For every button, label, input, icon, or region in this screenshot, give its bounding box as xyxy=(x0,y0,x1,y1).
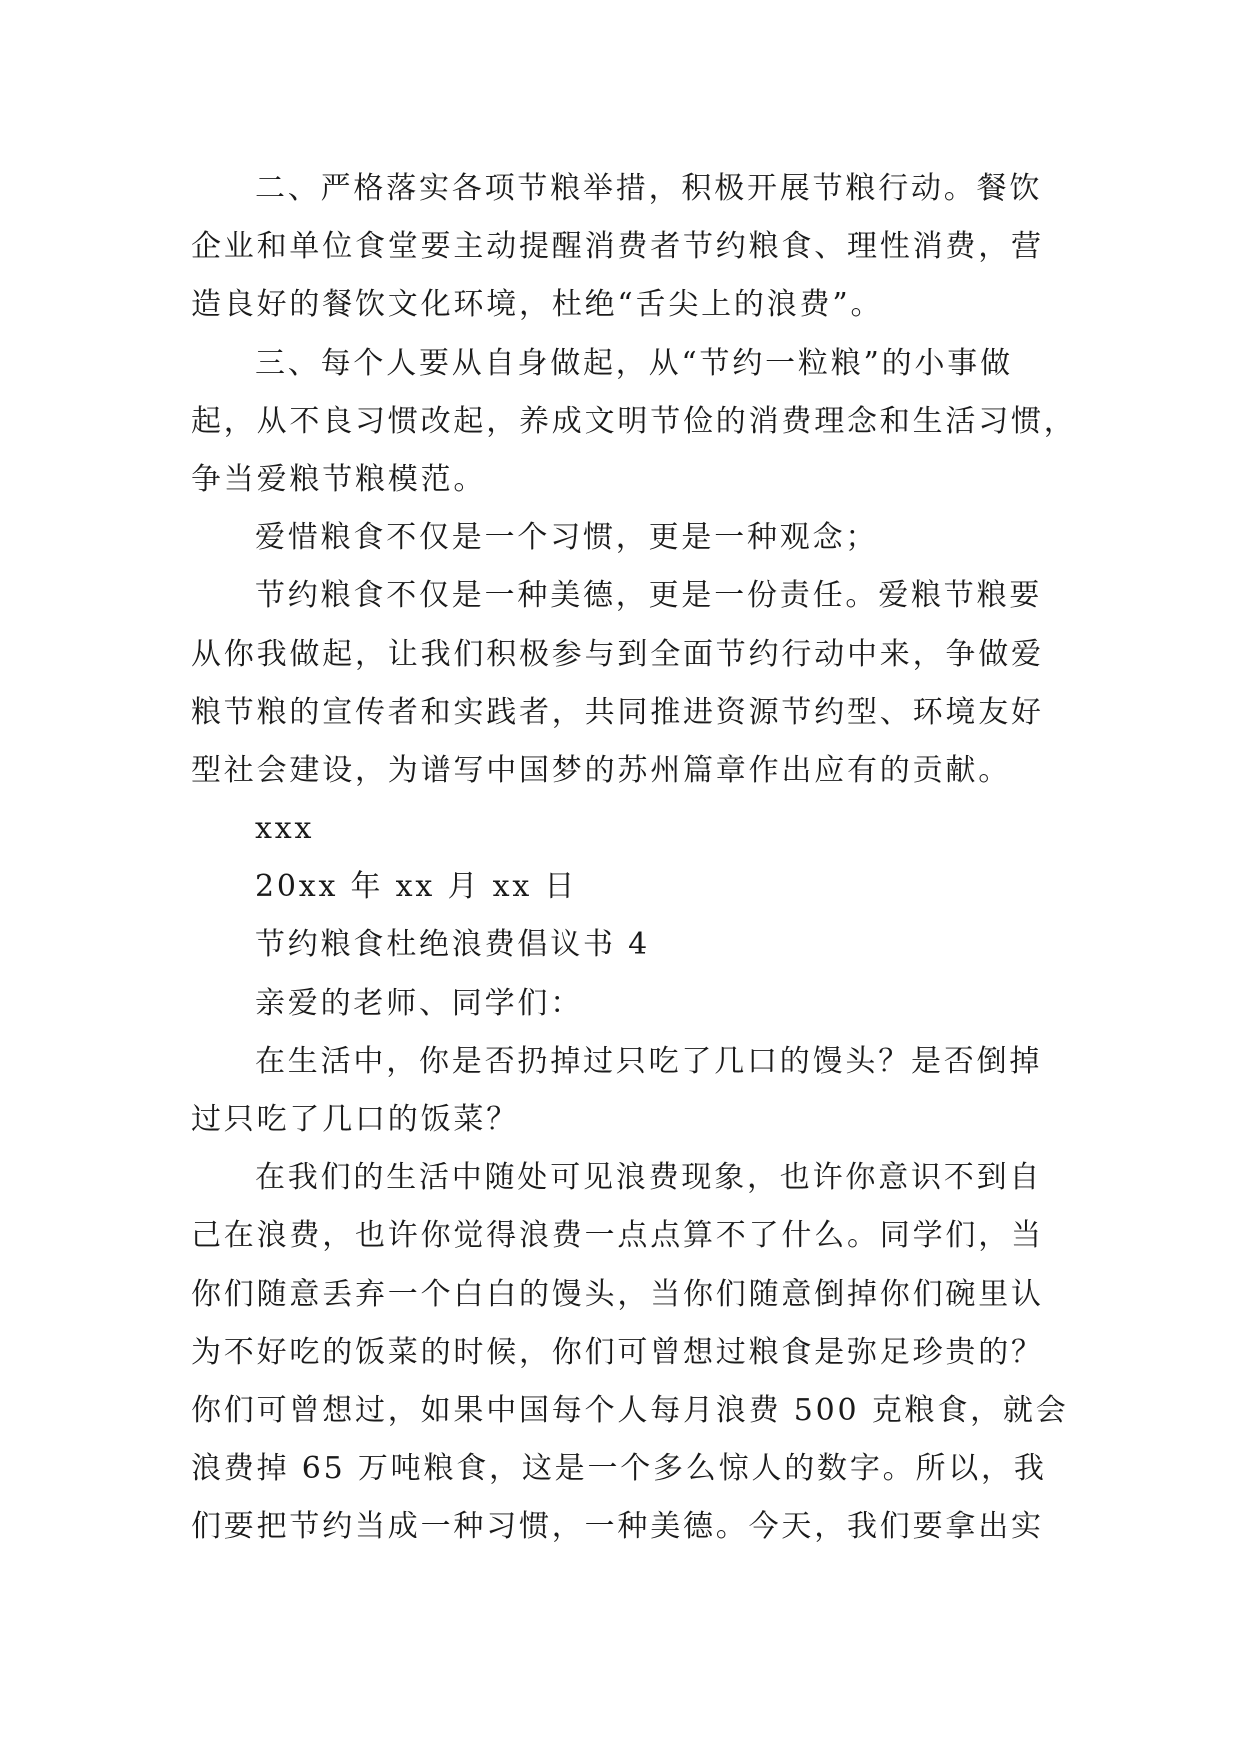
text-line: 在生活中，你是否扔掉过只吃了几口的馒头？是否倒掉 xyxy=(255,1043,1043,1079)
text-line: 企业和单位食堂要主动提醒消费者节约粮食、理性消费，营 xyxy=(191,229,1044,265)
text-line: 从你我做起，让我们积极参与到全面节约行动中来，争做爱 xyxy=(191,636,1044,672)
text-line: 三、每个人要从自身做起，从“节约一粒粮”的小事做 xyxy=(255,345,1013,381)
text-line: 你们随意丢弃一个白白的馒头，当你们随意倒掉你们碗里认 xyxy=(191,1276,1044,1312)
text-line: 二、严格落实各项节粮举措，积极开展节粮行动。餐饮 xyxy=(255,171,1043,206)
text-line: 过只吃了几口的饭菜？ xyxy=(191,1102,519,1137)
text-line: 你们可曾想过，如果中国每个人每月浪费 500 克粮食，就会 xyxy=(191,1392,1069,1428)
text-line: 起，从不良习惯改起，养成文明节俭的消费理念和生活习惯， xyxy=(191,403,1077,439)
text-line: 爱惜粮食不仅是一个习惯，更是一种观念； xyxy=(255,520,879,556)
text-line: 节约粮食杜绝浪费倡议书 4 xyxy=(255,927,651,963)
text-line: 20xx 年 xx 月 xx 日 xyxy=(255,869,578,905)
text-line: xxx xyxy=(255,811,315,847)
text-line: 造良好的餐饮文化环境，杜绝“舌尖上的浪费”。 xyxy=(191,287,884,323)
text-line: 浪费掉 65 万吨粮食，这是一个多么惊人的数字。所以，我 xyxy=(191,1451,1047,1487)
text-line: 争当爱粮节粮模范。 xyxy=(191,461,487,497)
document-body xyxy=(191,160,1077,1557)
text-line: 己在浪费，也许你觉得浪费一点点算不了什么。同学们，当 xyxy=(191,1218,1044,1254)
text-line: 亲爱的老师、同学们： xyxy=(255,985,583,1021)
text-line: 粮节粮的宣传者和实践者，共同推进资源节约型、环境友好 xyxy=(191,694,1044,730)
text-line: 为不好吃的饭菜的时候，你们可曾想过粮食是弥足珍贵的？ xyxy=(191,1334,1044,1370)
text-line: 在我们的生活中随处可见浪费现象，也许你意识不到自 xyxy=(255,1160,1043,1196)
text-line: 们要把节约当成一种习惯，一种美德。今天，我们要拿出实 xyxy=(191,1509,1044,1545)
text-line: 型社会建设，为谱写中国梦的苏州篇章作出应有的贡献。 xyxy=(191,752,1011,788)
text-line: 节约粮食不仅是一种美德，更是一份责任。爱粮节粮要 xyxy=(255,578,1043,614)
